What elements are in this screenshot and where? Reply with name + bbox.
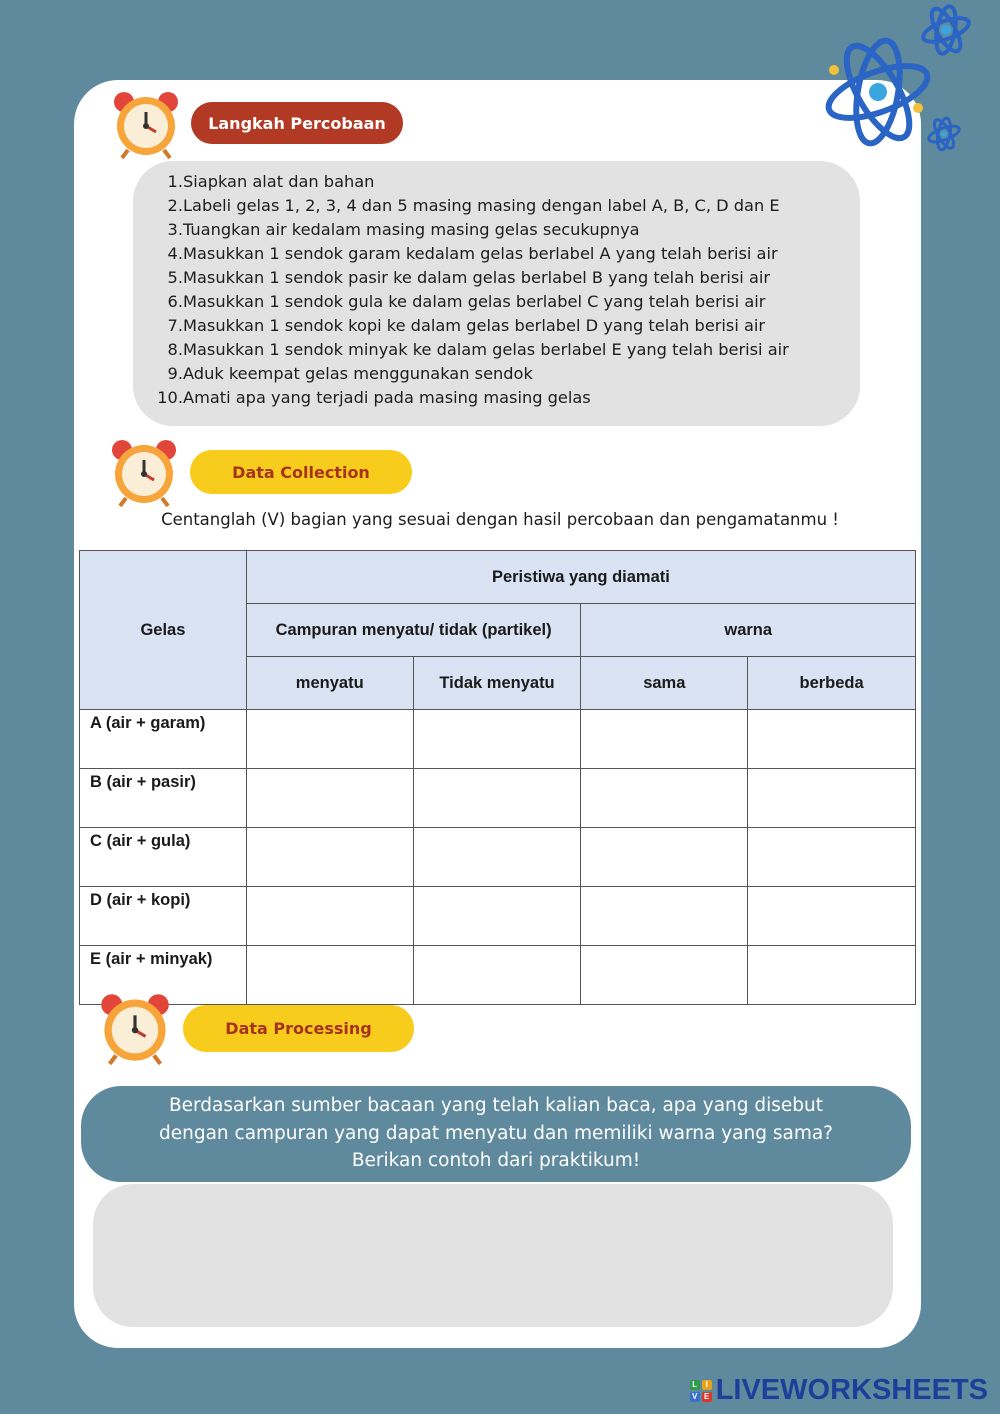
list-item: 6. Masukkan 1 sendok gula ke dalam gelas berlabel C yang telah berisi air [167, 292, 766, 311]
table-instruction: Centanglah (V) bagian yang sesuai dengan hasil percobaan dan pengamatanmu ! [161, 510, 839, 529]
check-cell[interactable] [413, 710, 581, 769]
table-row [80, 946, 916, 1005]
header-tidak-menyatu: Tidak menyatu [413, 657, 581, 710]
steps-section-title: Langkah Percobaan [191, 102, 403, 144]
check-cell[interactable] [748, 887, 916, 946]
list-item: 1. Siapkan alat dan bahan [167, 172, 375, 191]
table-row [80, 710, 916, 769]
check-cell[interactable] [413, 887, 581, 946]
check-cell[interactable] [413, 769, 581, 828]
table-row [80, 887, 916, 946]
check-cell[interactable] [581, 828, 748, 887]
check-cell[interactable] [581, 946, 748, 1005]
data-collection-title: Data Collection [190, 450, 412, 494]
liveworksheets-logo: L I V E LIVEWORKSHEETS [690, 1374, 988, 1407]
list-item: 7. Masukkan 1 sendok kopi ke dalam gelas berlabel D yang telah berisi air [167, 316, 766, 335]
list-item: 2. Labeli gelas 1, 2, 3, 4 dan 5 masing masing dengan label A, B, C, D dan E [167, 196, 780, 215]
list-item: 3. Tuangkan air kedalam masing masing gelas secukupnya [167, 220, 640, 239]
list-item: 8. Masukkan 1 sendok minyak ke dalam gelas berlabel E yang telah berisi air [167, 340, 789, 359]
row-label: B (air + pasir) [80, 769, 247, 828]
header-campuran: Campuran menyatu/ tidak (partikel) [246, 604, 581, 657]
list-item: 10. Amati apa yang terjadi pada masing masing gelas [157, 388, 591, 407]
table-row [80, 769, 916, 828]
header-warna: warna [581, 604, 916, 657]
check-cell[interactable] [748, 828, 916, 887]
check-cell[interactable] [413, 946, 581, 1005]
header-berbeda: berbeda [748, 657, 916, 710]
check-cell[interactable] [246, 769, 413, 828]
liveworksheets-logo-icon: L I V E [690, 1380, 712, 1402]
row-label: A (air + garam) [80, 710, 247, 769]
check-cell[interactable] [581, 710, 748, 769]
observation-table [79, 550, 916, 1005]
data-processing-title: Data Processing [183, 1005, 414, 1052]
steps-list [155, 170, 789, 410]
alarm-clock-icon [97, 990, 173, 1066]
row-label: E (air + minyak) [80, 946, 247, 1005]
check-cell[interactable] [581, 769, 748, 828]
alarm-clock-icon [108, 436, 180, 508]
header-menyatu: menyatu [246, 657, 413, 710]
atom-decoration-icon [822, 0, 1000, 160]
question-box: Berdasarkan sumber bacaan yang telah kalian baca, apa yang disebut dengan campuran yang dapat menyatu dan memiliki warna yang sama? Berikan contoh dari praktikum! [81, 1086, 911, 1182]
check-cell[interactable] [748, 946, 916, 1005]
list-item: 9. Aduk keempat gelas menggunakan sendok [167, 364, 533, 383]
list-item: 4. Masukkan 1 sendok garam kedalam gelas berlabel A yang telah berisi air [167, 244, 778, 263]
header-sama: sama [581, 657, 748, 710]
list-item: 5. Masukkan 1 sendok pasir ke dalam gelas berlabel B yang telah berisi air [167, 268, 771, 287]
check-cell[interactable] [413, 828, 581, 887]
check-cell[interactable] [581, 887, 748, 946]
row-label: D (air + kopi) [80, 887, 247, 946]
answer-input[interactable] [93, 1184, 893, 1327]
alarm-clock-icon [110, 88, 182, 160]
check-cell[interactable] [246, 887, 413, 946]
header-peristiwa: Peristiwa yang diamati [246, 551, 915, 604]
table-row [80, 828, 916, 887]
check-cell[interactable] [748, 710, 916, 769]
check-cell[interactable] [246, 946, 413, 1005]
check-cell[interactable] [246, 710, 413, 769]
header-gelas: Gelas [80, 551, 247, 710]
row-label: C (air + gula) [80, 828, 247, 887]
check-cell[interactable] [748, 769, 916, 828]
check-cell[interactable] [246, 828, 413, 887]
